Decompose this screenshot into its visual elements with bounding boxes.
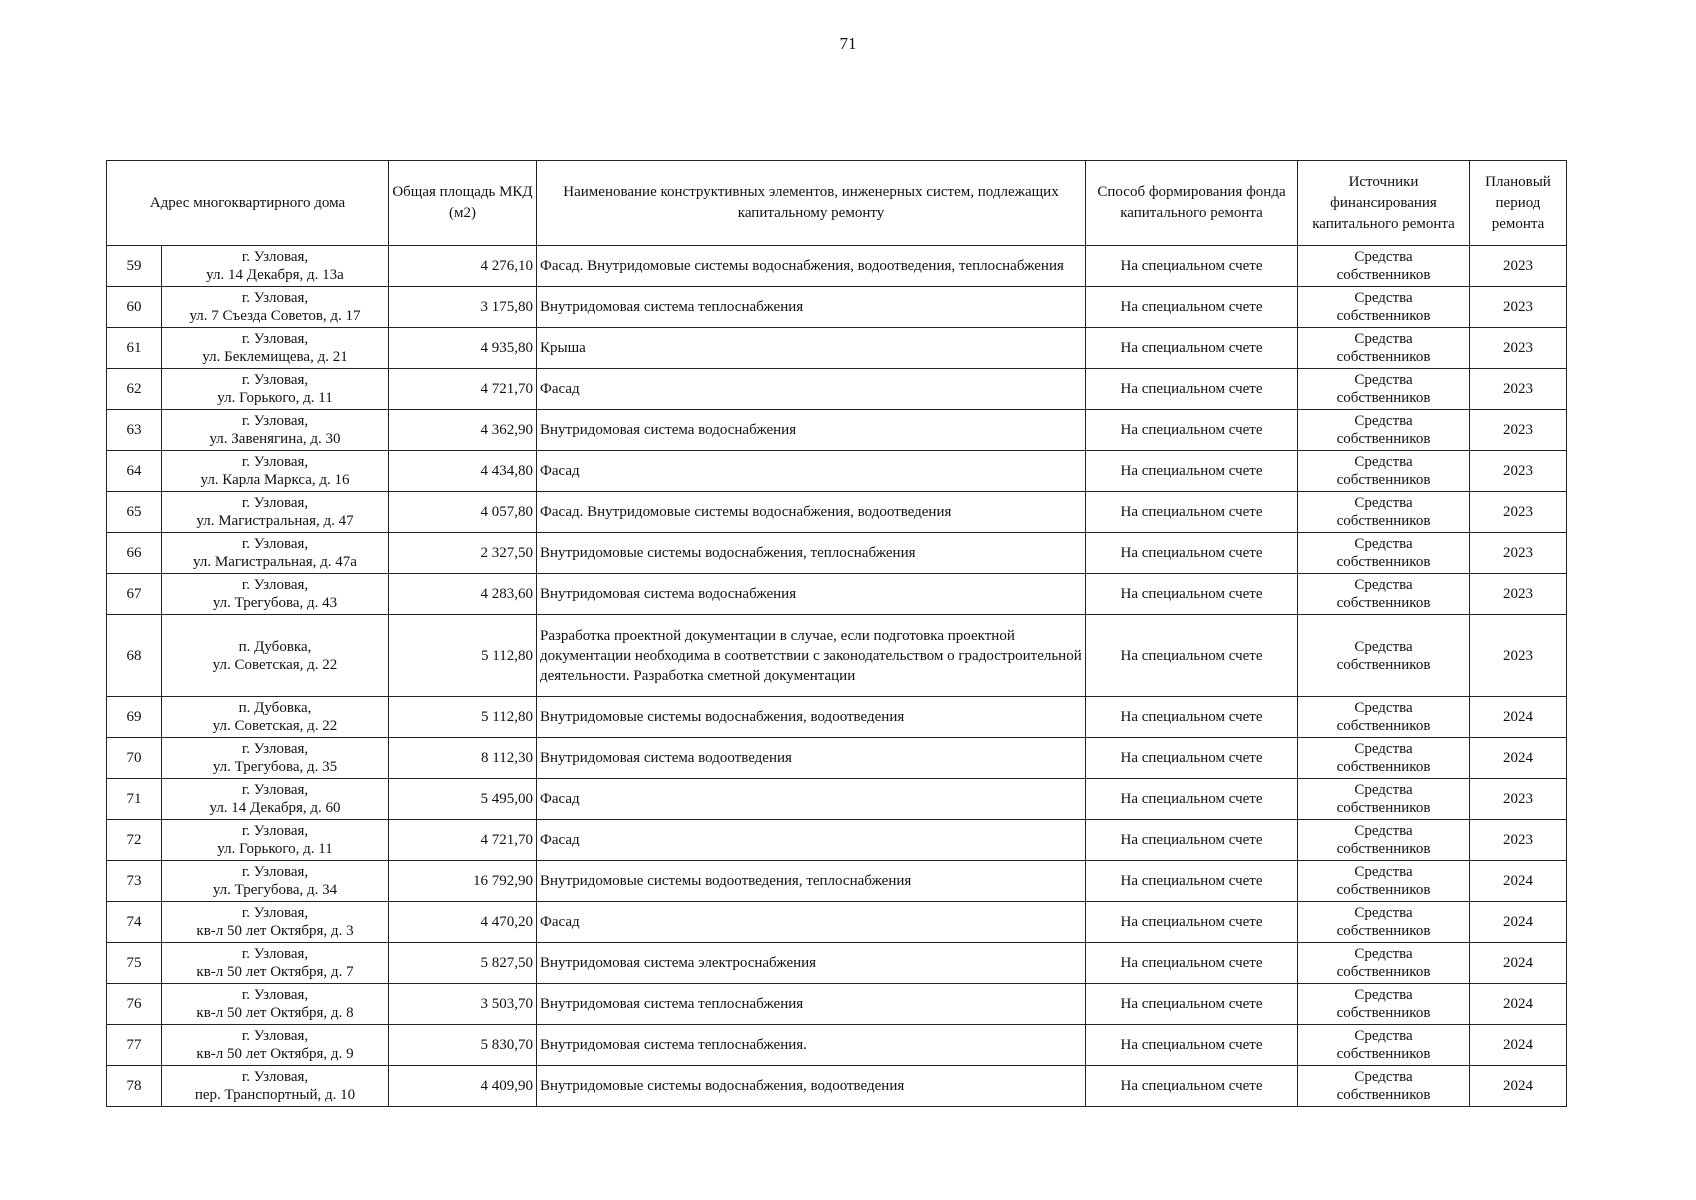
source-line-1: Средства bbox=[1354, 495, 1413, 511]
year-cell: 2023 bbox=[1470, 369, 1567, 410]
table-row bbox=[107, 287, 1567, 328]
area-cell: 5 495,00 bbox=[389, 779, 537, 820]
table-row bbox=[107, 369, 1567, 410]
source-line-1: Средства bbox=[1354, 782, 1413, 798]
address-locality: г. Узловая, bbox=[241, 782, 309, 798]
source-line-1: Средства bbox=[1354, 638, 1413, 655]
method-cell: На специальном счете bbox=[1086, 451, 1298, 492]
method-cell: На специальном счете bbox=[1086, 615, 1298, 697]
year-cell: 2024 bbox=[1470, 984, 1567, 1025]
method-cell: На специальном счете bbox=[1086, 328, 1298, 369]
row-number: 74 bbox=[107, 902, 162, 943]
address-street: ул. Магистральная, д. 47 bbox=[196, 513, 354, 529]
address-street: кв-л 50 лет Октября, д. 7 bbox=[196, 964, 354, 980]
elements-cell: Внутридомовая система теплоснабжения bbox=[537, 984, 1086, 1025]
method-cell: На специальном счете bbox=[1086, 287, 1298, 328]
source-line-2: собственников bbox=[1336, 472, 1431, 488]
source-line-2: собственников bbox=[1336, 390, 1431, 406]
header-area: Общая площадь МКД (м2) bbox=[389, 161, 537, 246]
header-period: Плановый период ремонта bbox=[1470, 161, 1567, 246]
row-number: 77 bbox=[107, 1025, 162, 1066]
address-street: ул. 14 Декабря, д. 60 bbox=[209, 800, 341, 816]
source-line-1: Средства bbox=[1354, 741, 1413, 757]
area-cell: 8 112,30 bbox=[389, 738, 537, 779]
capital-repair-table bbox=[106, 160, 1567, 1107]
method-cell: На специальном счете bbox=[1086, 574, 1298, 615]
header-address: Адрес многоквартирного дома bbox=[107, 161, 389, 246]
source-line-1: Средства bbox=[1354, 946, 1413, 962]
address-street: ул. Карла Маркса, д. 16 bbox=[200, 472, 350, 488]
method-cell: На специальном счете bbox=[1086, 369, 1298, 410]
address-locality: г. Узловая, bbox=[241, 536, 309, 552]
source-line-2: собственников bbox=[1336, 513, 1431, 529]
year-cell: 2023 bbox=[1470, 246, 1567, 287]
method-cell: На специальном счете bbox=[1086, 1066, 1298, 1107]
address-locality: г. Узловая, bbox=[241, 741, 309, 757]
address-locality: г. Узловая, bbox=[241, 290, 309, 306]
row-number: 73 bbox=[107, 861, 162, 902]
address-locality: г. Узловая, bbox=[241, 987, 309, 1003]
area-cell: 4 434,80 bbox=[389, 451, 537, 492]
method-cell: На специальном счете bbox=[1086, 779, 1298, 820]
row-number: 60 bbox=[107, 287, 162, 328]
address-locality: г. Узловая, bbox=[241, 864, 309, 880]
address-street: ул. Горького, д. 11 bbox=[217, 390, 333, 406]
address-locality: г. Узловая, bbox=[241, 1069, 309, 1085]
address-cell bbox=[162, 779, 389, 820]
area-cell: 5 827,50 bbox=[389, 943, 537, 984]
year-cell: 2024 bbox=[1470, 861, 1567, 902]
address-street: ул. Советская, д. 22 bbox=[212, 656, 338, 673]
address-street: ул. Трегубова, д. 35 bbox=[212, 759, 338, 775]
method-cell: На специальном счете bbox=[1086, 697, 1298, 738]
address-locality: п. Дубовка, bbox=[238, 638, 312, 655]
row-number: 71 bbox=[107, 779, 162, 820]
year-cell: 2023 bbox=[1470, 287, 1567, 328]
method-cell: На специальном счете bbox=[1086, 820, 1298, 861]
source-cell bbox=[1298, 902, 1470, 943]
table-row bbox=[107, 1066, 1567, 1107]
address-locality: г. Узловая, bbox=[241, 495, 309, 511]
address-street: ул. Советская, д. 22 bbox=[212, 718, 338, 734]
address-cell bbox=[162, 533, 389, 574]
area-cell: 4 409,90 bbox=[389, 1066, 537, 1107]
elements-cell: Фасад bbox=[537, 820, 1086, 861]
address-cell bbox=[162, 246, 389, 287]
source-line-2: собственников bbox=[1336, 349, 1431, 365]
source-line-2: собственников bbox=[1336, 759, 1431, 775]
address-cell bbox=[162, 615, 389, 697]
source-line-1: Средства bbox=[1354, 536, 1413, 552]
year-cell: 2023 bbox=[1470, 451, 1567, 492]
elements-cell: Внутридомовые системы водоснабжения, водоотведения bbox=[537, 1066, 1086, 1107]
elements-cell: Внутридомовые системы водоснабжения, теплоснабжения bbox=[537, 533, 1086, 574]
address-street: кв-л 50 лет Октября, д. 3 bbox=[196, 923, 354, 939]
address-locality: г. Узловая, bbox=[241, 823, 309, 839]
source-cell bbox=[1298, 328, 1470, 369]
row-number: 63 bbox=[107, 410, 162, 451]
source-cell bbox=[1298, 697, 1470, 738]
address-cell bbox=[162, 328, 389, 369]
source-line-1: Средства bbox=[1354, 290, 1413, 306]
row-number: 64 bbox=[107, 451, 162, 492]
table-row bbox=[107, 533, 1567, 574]
address-street: ул. Горького, д. 11 bbox=[217, 841, 333, 857]
address-cell bbox=[162, 1066, 389, 1107]
address-cell bbox=[162, 492, 389, 533]
address-street: кв-л 50 лет Октября, д. 8 bbox=[196, 1005, 354, 1021]
address-cell bbox=[162, 1025, 389, 1066]
area-cell: 4 057,80 bbox=[389, 492, 537, 533]
address-cell bbox=[162, 902, 389, 943]
source-line-2: собственников bbox=[1336, 923, 1431, 939]
row-number: 62 bbox=[107, 369, 162, 410]
method-cell: На специальном счете bbox=[1086, 943, 1298, 984]
source-cell bbox=[1298, 246, 1470, 287]
address-cell bbox=[162, 697, 389, 738]
address-locality: г. Узловая, bbox=[241, 905, 309, 921]
source-line-1: Средства bbox=[1354, 864, 1413, 880]
table-row bbox=[107, 492, 1567, 533]
address-locality: г. Узловая, bbox=[241, 249, 309, 265]
year-cell: 2023 bbox=[1470, 820, 1567, 861]
elements-cell: Фасад bbox=[537, 451, 1086, 492]
table-row bbox=[107, 820, 1567, 861]
elements-cell: Внутридомовые системы водоотведения, теплоснабжения bbox=[537, 861, 1086, 902]
address-cell bbox=[162, 287, 389, 328]
source-line-2: собственников bbox=[1336, 308, 1431, 324]
elements-cell: Фасад. Внутридомовые системы водоснабжения, водоотведения, теплоснабжения bbox=[537, 246, 1086, 287]
row-number: 66 bbox=[107, 533, 162, 574]
table-row bbox=[107, 861, 1567, 902]
header-source: Источники финансирования капитального ремонта bbox=[1298, 161, 1470, 246]
address-cell bbox=[162, 984, 389, 1025]
address-cell bbox=[162, 738, 389, 779]
year-cell: 2023 bbox=[1470, 615, 1567, 697]
year-cell: 2023 bbox=[1470, 328, 1567, 369]
source-cell bbox=[1298, 615, 1470, 697]
source-line-1: Средства bbox=[1354, 823, 1413, 839]
table-row bbox=[107, 615, 1567, 697]
elements-cell: Внутридомовая система теплоснабжения. bbox=[537, 1025, 1086, 1066]
source-line-2: собственников bbox=[1336, 882, 1431, 898]
source-cell bbox=[1298, 861, 1470, 902]
area-cell: 5 112,80 bbox=[389, 615, 537, 697]
source-line-2: собственников bbox=[1336, 800, 1431, 816]
source-cell bbox=[1298, 451, 1470, 492]
address-street: ул. 14 Декабря, д. 13а bbox=[206, 267, 344, 283]
source-cell bbox=[1298, 1066, 1470, 1107]
source-line-1: Средства bbox=[1354, 905, 1413, 921]
table-row bbox=[107, 697, 1567, 738]
source-line-1: Средства bbox=[1354, 1069, 1413, 1085]
area-cell: 4 362,90 bbox=[389, 410, 537, 451]
area-cell: 2 327,50 bbox=[389, 533, 537, 574]
method-cell: На специальном счете bbox=[1086, 533, 1298, 574]
address-locality: г. Узловая, bbox=[241, 454, 309, 470]
address-locality: п. Дубовка, bbox=[238, 700, 312, 716]
method-cell: На специальном счете bbox=[1086, 246, 1298, 287]
year-cell: 2024 bbox=[1470, 1066, 1567, 1107]
source-cell bbox=[1298, 1025, 1470, 1066]
address-locality: г. Узловая, bbox=[241, 413, 309, 429]
method-cell: На специальном счете bbox=[1086, 410, 1298, 451]
address-cell bbox=[162, 574, 389, 615]
row-number: 75 bbox=[107, 943, 162, 984]
address-cell bbox=[162, 820, 389, 861]
source-line-2: собственников bbox=[1336, 267, 1431, 283]
source-line-2: собственников bbox=[1336, 1046, 1431, 1062]
source-line-2: собственников bbox=[1336, 554, 1431, 570]
source-cell bbox=[1298, 287, 1470, 328]
address-street: ул. Магистральная, д. 47а bbox=[193, 554, 357, 570]
row-number: 69 bbox=[107, 697, 162, 738]
area-cell: 3 503,70 bbox=[389, 984, 537, 1025]
source-line-2: собственников bbox=[1336, 431, 1431, 447]
address-street: ул. Завенягина, д. 30 bbox=[209, 431, 341, 447]
source-line-1: Средства bbox=[1354, 987, 1413, 1003]
source-line-2: собственников bbox=[1336, 718, 1431, 734]
address-street: ул. Трегубова, д. 43 bbox=[212, 595, 338, 611]
year-cell: 2023 bbox=[1470, 492, 1567, 533]
source-cell bbox=[1298, 410, 1470, 451]
area-cell: 4 721,70 bbox=[389, 820, 537, 861]
elements-cell: Внутридомовая система теплоснабжения bbox=[537, 287, 1086, 328]
source-cell bbox=[1298, 779, 1470, 820]
elements-cell: Внутридомовая система водоснабжения bbox=[537, 574, 1086, 615]
year-cell: 2024 bbox=[1470, 1025, 1567, 1066]
source-line-2: собственников bbox=[1336, 656, 1431, 673]
source-line-1: Средства bbox=[1354, 1028, 1413, 1044]
address-cell bbox=[162, 410, 389, 451]
source-cell bbox=[1298, 574, 1470, 615]
area-cell: 4 276,10 bbox=[389, 246, 537, 287]
address-cell bbox=[162, 861, 389, 902]
address-locality: г. Узловая, bbox=[241, 577, 309, 593]
row-number: 76 bbox=[107, 984, 162, 1025]
source-line-2: собственников bbox=[1336, 964, 1431, 980]
address-locality: г. Узловая, bbox=[241, 1028, 309, 1044]
row-number: 59 bbox=[107, 246, 162, 287]
source-cell bbox=[1298, 492, 1470, 533]
year-cell: 2023 bbox=[1470, 574, 1567, 615]
source-line-2: собственников bbox=[1336, 841, 1431, 857]
row-number: 67 bbox=[107, 574, 162, 615]
row-number: 70 bbox=[107, 738, 162, 779]
table-row bbox=[107, 246, 1567, 287]
year-cell: 2023 bbox=[1470, 410, 1567, 451]
method-cell: На специальном счете bbox=[1086, 902, 1298, 943]
table-row bbox=[107, 943, 1567, 984]
area-cell: 4 935,80 bbox=[389, 328, 537, 369]
year-cell: 2024 bbox=[1470, 697, 1567, 738]
row-number: 78 bbox=[107, 1066, 162, 1107]
source-cell bbox=[1298, 738, 1470, 779]
address-street: ул. Беклемищева, д. 21 bbox=[202, 349, 348, 365]
table-row bbox=[107, 451, 1567, 492]
address-locality: г. Узловая, bbox=[241, 331, 309, 347]
row-number: 61 bbox=[107, 328, 162, 369]
elements-cell: Разработка проектной документации в случае, если подготовка проектной документации необходима в соответствии с законодательством о градостроительной деятельности. Разработка сметной документации bbox=[537, 615, 1086, 697]
address-cell bbox=[162, 369, 389, 410]
area-cell: 5 112,80 bbox=[389, 697, 537, 738]
table-row bbox=[107, 328, 1567, 369]
source-line-1: Средства bbox=[1354, 454, 1413, 470]
elements-cell: Внутридомовая система водоотведения bbox=[537, 738, 1086, 779]
method-cell: На специальном счете bbox=[1086, 492, 1298, 533]
table-row bbox=[107, 902, 1567, 943]
header-elements: Наименование конструктивных элементов, инженерных систем, подлежащих капитальному ремонту bbox=[537, 161, 1086, 246]
method-cell: На специальном счете bbox=[1086, 738, 1298, 779]
source-cell bbox=[1298, 533, 1470, 574]
source-line-1: Средства bbox=[1354, 700, 1413, 716]
source-line-1: Средства bbox=[1354, 331, 1413, 347]
page-number: 71 bbox=[839, 34, 857, 53]
row-number: 72 bbox=[107, 820, 162, 861]
area-cell: 4 283,60 bbox=[389, 574, 537, 615]
source-cell bbox=[1298, 369, 1470, 410]
address-street: ул. 7 Съезда Советов, д. 17 bbox=[189, 308, 361, 324]
area-cell: 3 175,80 bbox=[389, 287, 537, 328]
elements-cell: Фасад bbox=[537, 902, 1086, 943]
table-row bbox=[107, 984, 1567, 1025]
elements-cell: Фасад. Внутридомовые системы водоснабжения, водоотведения bbox=[537, 492, 1086, 533]
table-header bbox=[107, 161, 1567, 246]
source-cell bbox=[1298, 943, 1470, 984]
address-locality: г. Узловая, bbox=[241, 946, 309, 962]
method-cell: На специальном счете bbox=[1086, 1025, 1298, 1066]
source-line-2: собственников bbox=[1336, 1005, 1431, 1021]
area-cell: 4 470,20 bbox=[389, 902, 537, 943]
method-cell: На специальном счете bbox=[1086, 984, 1298, 1025]
table-row bbox=[107, 410, 1567, 451]
source-line-1: Средства bbox=[1354, 249, 1413, 265]
address-cell bbox=[162, 451, 389, 492]
address-street: пер. Транспортный, д. 10 bbox=[194, 1087, 356, 1103]
elements-cell: Внутридомовая система водоснабжения bbox=[537, 410, 1086, 451]
source-line-2: собственников bbox=[1336, 595, 1431, 611]
area-cell: 16 792,90 bbox=[389, 861, 537, 902]
source-line-1: Средства bbox=[1354, 577, 1413, 593]
source-cell bbox=[1298, 820, 1470, 861]
year-cell: 2024 bbox=[1470, 902, 1567, 943]
table-body bbox=[107, 246, 1567, 1107]
year-cell: 2024 bbox=[1470, 738, 1567, 779]
row-number: 68 bbox=[107, 615, 162, 697]
header-method: Способ формирования фонда капитального ремонта bbox=[1086, 161, 1298, 246]
source-line-2: собственников bbox=[1336, 1087, 1431, 1103]
elements-cell: Внутридомовая система электроснабжения bbox=[537, 943, 1086, 984]
address-street: кв-л 50 лет Октября, д. 9 bbox=[196, 1046, 354, 1062]
elements-cell: Фасад bbox=[537, 779, 1086, 820]
year-cell: 2023 bbox=[1470, 779, 1567, 820]
source-line-1: Средства bbox=[1354, 372, 1413, 388]
year-cell: 2024 bbox=[1470, 943, 1567, 984]
method-cell: На специальном счете bbox=[1086, 861, 1298, 902]
table-row bbox=[107, 779, 1567, 820]
table-row bbox=[107, 574, 1567, 615]
year-cell: 2023 bbox=[1470, 533, 1567, 574]
elements-cell: Фасад bbox=[537, 369, 1086, 410]
address-cell bbox=[162, 943, 389, 984]
address-locality: г. Узловая, bbox=[241, 372, 309, 388]
elements-cell: Внутридомовые системы водоснабжения, водоотведения bbox=[537, 697, 1086, 738]
elements-cell: Крыша bbox=[537, 328, 1086, 369]
address-street: ул. Трегубова, д. 34 bbox=[212, 882, 338, 898]
table-row bbox=[107, 738, 1567, 779]
area-cell: 4 721,70 bbox=[389, 369, 537, 410]
area-cell: 5 830,70 bbox=[389, 1025, 537, 1066]
table-row bbox=[107, 1025, 1567, 1066]
source-cell bbox=[1298, 984, 1470, 1025]
row-number: 65 bbox=[107, 492, 162, 533]
source-line-1: Средства bbox=[1354, 413, 1413, 429]
